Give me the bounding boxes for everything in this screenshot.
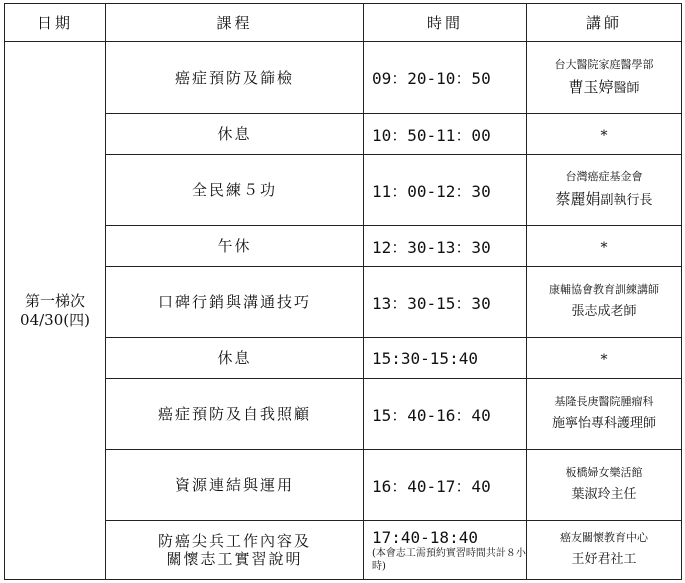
time-range: 16：40-17：40 bbox=[372, 476, 491, 496]
instructor-person bbox=[527, 414, 681, 434]
instructor-cell bbox=[527, 338, 682, 379]
header-time: 時間 bbox=[364, 4, 527, 42]
instructor-cell bbox=[527, 267, 682, 338]
time-range: 15：40-16：40 bbox=[372, 405, 491, 425]
time-note: (本會志工需預約實習時間共計８小時) bbox=[372, 547, 526, 572]
instructor-org: 康輔協會教育訓練講師 bbox=[549, 283, 659, 296]
instructor-title: 社工 bbox=[610, 552, 637, 567]
instructor-cell bbox=[527, 379, 682, 450]
time-cell bbox=[364, 114, 527, 155]
instructor-title: 主任 bbox=[610, 487, 637, 502]
course-cell: 資源連結與運用 bbox=[106, 450, 364, 521]
session-label: 第一梯次 bbox=[24, 291, 85, 310]
schedule-table bbox=[4, 3, 682, 580]
instructor-person bbox=[527, 189, 681, 211]
instructor-cell bbox=[527, 114, 682, 155]
time-cell bbox=[364, 379, 527, 450]
time-cell bbox=[364, 450, 527, 521]
table-row bbox=[5, 338, 682, 379]
instructor-cell bbox=[527, 155, 682, 226]
time-cell bbox=[364, 338, 527, 379]
instructor-person bbox=[527, 77, 681, 99]
table-row bbox=[5, 379, 682, 450]
time-range: 15:30-15:40 bbox=[372, 348, 478, 368]
instructor-cell bbox=[527, 226, 682, 267]
session-date: 04/30(四) bbox=[20, 310, 90, 329]
time-cell bbox=[364, 521, 527, 580]
instructor-name: 施寧怡 bbox=[551, 416, 591, 431]
time-range: 09：20-10：50 bbox=[372, 69, 491, 88]
time-cell bbox=[364, 226, 527, 267]
no-instructor-mark: * bbox=[600, 351, 608, 368]
time-cell bbox=[364, 155, 527, 226]
header-instructor: 講師 bbox=[527, 4, 682, 42]
time-range: 17:40-18:40 bbox=[372, 527, 478, 547]
header-row bbox=[5, 4, 682, 42]
course-cell: 防癌尖兵工作內容及 關懷志工實習說明 bbox=[106, 521, 364, 580]
instructor-title: 專科護理師 bbox=[591, 416, 657, 431]
course-cell: 癌症預防及篩檢 bbox=[106, 42, 364, 114]
instructor-org: 台大醫院家庭醫學部 bbox=[554, 57, 654, 71]
instructor-name: 張志成 bbox=[571, 304, 611, 319]
time-range: 12：30-13：30 bbox=[372, 237, 491, 257]
instructor-org: 板橋婦女樂活館 bbox=[565, 466, 643, 479]
header-course: 課程 bbox=[106, 4, 364, 42]
table-row bbox=[5, 450, 682, 521]
time-range: 13：30-15：30 bbox=[372, 293, 491, 313]
instructor-title: 老師 bbox=[610, 304, 637, 319]
instructor-person bbox=[527, 302, 681, 322]
session-date-cell bbox=[5, 42, 106, 580]
no-instructor-mark: * bbox=[600, 127, 608, 144]
table-row bbox=[5, 155, 682, 226]
instructor-cell bbox=[527, 42, 682, 114]
instructor-title: 副執行長 bbox=[600, 193, 653, 208]
instructor-name: 曹玉婷 bbox=[568, 77, 614, 96]
instructor-name: 王妤君 bbox=[571, 552, 611, 567]
course-cell: 口碑行銷與溝通技巧 bbox=[106, 267, 364, 338]
course-cell: 全民練５功 bbox=[106, 155, 364, 226]
instructor-org: 癌友關懷教育中心 bbox=[560, 531, 648, 544]
time-range: 10：50-11：00 bbox=[372, 125, 491, 145]
table-row bbox=[5, 114, 682, 155]
time-cell bbox=[364, 267, 527, 338]
no-instructor-mark: * bbox=[600, 239, 608, 256]
course-cell: 癌症預防及自我照顧 bbox=[106, 379, 364, 450]
table-row bbox=[5, 42, 682, 114]
table-row bbox=[5, 226, 682, 267]
course-cell: 休息 bbox=[106, 338, 364, 379]
instructor-title: 醫師 bbox=[613, 80, 640, 96]
instructor-person bbox=[527, 550, 681, 570]
instructor-cell bbox=[527, 450, 682, 521]
instructor-org: 基隆長庚醫院腫瘤科 bbox=[554, 395, 654, 408]
instructor-cell bbox=[527, 521, 682, 580]
instructor-org: 台灣癌症基金會 bbox=[565, 170, 643, 183]
table-row bbox=[5, 267, 682, 338]
time-cell bbox=[364, 42, 527, 114]
time-range: 11：00-12：30 bbox=[372, 181, 491, 201]
instructor-name: 蔡麗娟 bbox=[555, 190, 601, 208]
course-cell: 休息 bbox=[106, 114, 364, 155]
instructor-name: 葉淑玲 bbox=[571, 487, 611, 502]
table-row bbox=[5, 521, 682, 580]
instructor-person bbox=[527, 485, 681, 505]
header-date: 日期 bbox=[5, 4, 106, 42]
course-cell: 午休 bbox=[106, 226, 364, 267]
